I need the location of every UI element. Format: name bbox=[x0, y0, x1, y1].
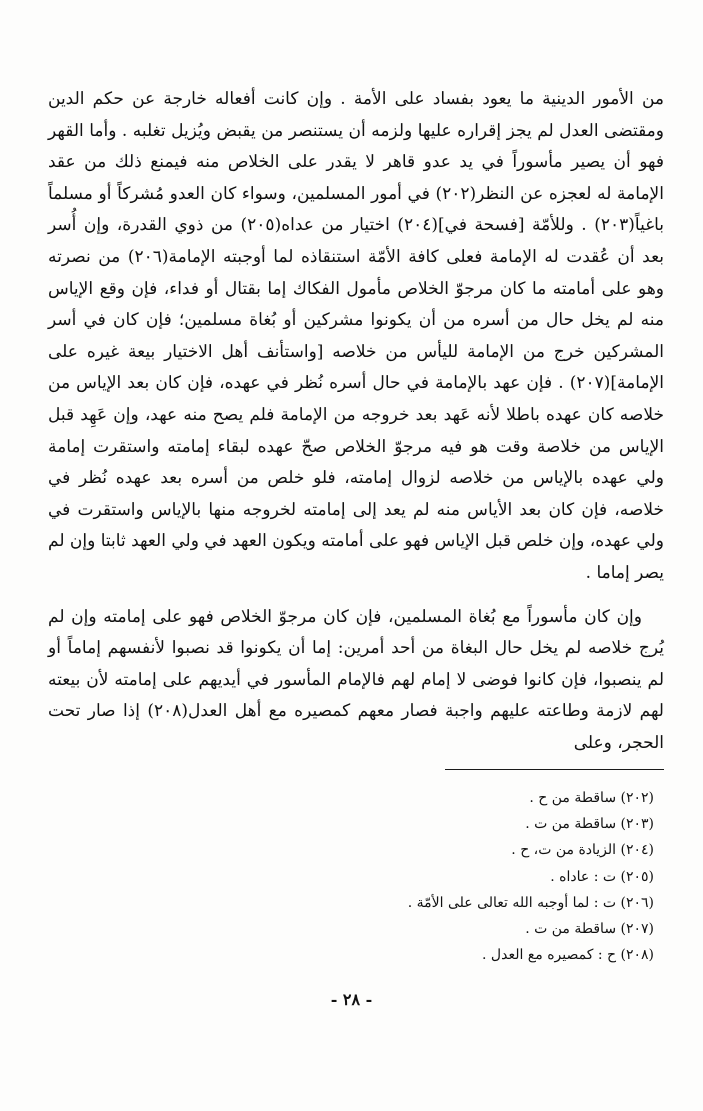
footnote-207: (٢٠٧) ساقطة من ت . bbox=[525, 921, 654, 938]
paragraph-2: وإن كان مأسوراً مع بُغاة المسلمين، فإن كان مرجوّ الخلاص فهو على إمامته وإن لم يُرج خلاصه لم يخل حال البغاة من أحد أمرين: إما أن يكونوا قد نصبوا لأنفسهم إماماً أو لم ينصبوا، فإن كانوا فوضى لا إمام لهم فالإمام المأسور في أيديهم على إمامته لأن بيعته لهم لازمة وطاعته عليهم واجبة فصار معهم كمصيره مع أهل العدل(٢٠٨) إذا صار تحت الحجر، وعلى bbox=[48, 606, 664, 753]
paragraph-1: من الأمور الدينية ما يعود بفساد على الأمة . وإن كانت أفعاله خارجة عن حكم الدين ومقتضى العدل لم يجز إقراره عليها ولزمه أن يستنصر من يقبض ويُزيل تغلبه . وأما القهر فهو أن يصير مأسوراً في يد عدو قاهر لا يقدر على الخلاص منه فيمنع ذلك من عقد الإمامة له لعجزه عن النظر(٢٠٢) في أمور المسلمين، وسواء كان العدو مُشركاً أو مسلماً باغياً(٢٠٣) . وللأمّة [فسحة في](٢٠٤) اختيار من عداه(٢٠٥) من ذوي القدرة، وإن أُسر بعد أن عُقدت له الإمامة فعلى كافة الأمّة استنقاذه لما أوجبته الإمامة(٢٠٦) من نصرته وهو على أمامته ما كان مرجوّ الخلاص مأمول الفكاك إما بقتال أو فداء، فإن وقع الإياس منه لم يخل حال من أسره من أن يكونوا مشركين أو بُغاة مسلمين؛ فإن كان في أسر المشركين خرج من الإمامة لليأس من خلاصه [واستأنف أهل الاختيار بيعة غيره على الإمامة](٢٠٧) . فإن عهد بالإمامة في حال أسره نُظر في عهده، فإن كان بعد الإياس من خلاصه كان عهده باطلا لأنه عَهد بعد خروجه من الإمامة فلم يصح منه عهد، وإن عَهِد قبل الإياس من خلاصة وقت هو فيه مرجوّ الخلاص صحّ عهده لبقاء إمامته واستقرت إمامة ولي عهده بالإياس من خلاصه لزوال إمامته، فلو خلص من أسره بعد عهده نُظر في خلاصه، فإن كان بعد الأياس منه لم يعد إلى إمامته لخروجه منها بالإياس واستقرت في ولي عهده، وإن خلص قبل الإياس فهو على أمامته ويكون العهد في ولي العهد ثابتا وإن لم يصر إماما . bbox=[48, 89, 665, 583]
footnotes-list bbox=[48, 785, 654, 968]
page-number: - ٢٨ - bbox=[330, 990, 373, 1009]
footnote-208: (٢٠٨) ح : كمصيره مع العدل . bbox=[482, 947, 654, 964]
body-text bbox=[48, 84, 664, 759]
footnote-206: (٢٠٦) ت : لما أوجبه الله تعالى على الأمّة . bbox=[407, 894, 654, 911]
footnote-205: (٢٠٥) ت : عاداه . bbox=[550, 868, 654, 885]
footnote-204: (٢٠٤) الزيادة من ت، ح . bbox=[511, 842, 654, 859]
footnote-203: (٢٠٣) ساقطة من ت . bbox=[525, 816, 654, 833]
footnote-202: (٢٠٢) ساقطة من ح . bbox=[529, 790, 654, 806]
footnote-divider bbox=[445, 769, 664, 770]
